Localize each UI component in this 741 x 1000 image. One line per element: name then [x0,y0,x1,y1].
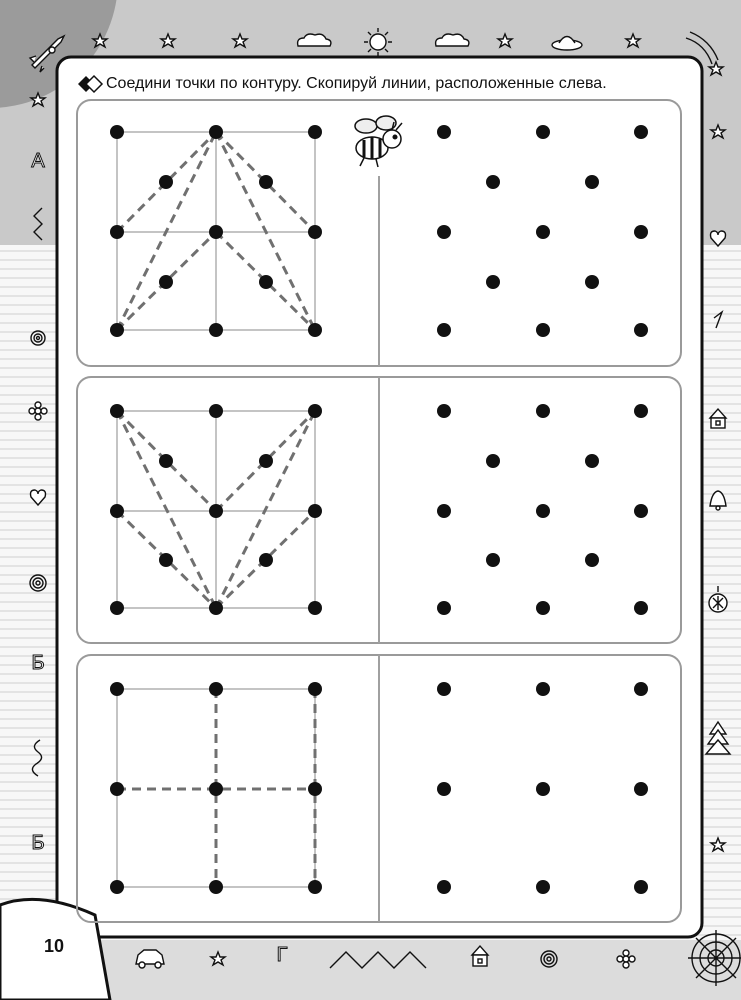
letter-b-icon: Б [31,652,45,674]
letter-g-icon: Г [276,944,288,966]
instruction [106,72,607,96]
letter-b-icon: Б [31,832,45,854]
page-number: 10 [43,936,65,956]
instruction-text: Соедини точки по контуру. Скопируй линии, расположенные слева. [106,75,607,92]
letter-a-icon: А [31,150,45,172]
